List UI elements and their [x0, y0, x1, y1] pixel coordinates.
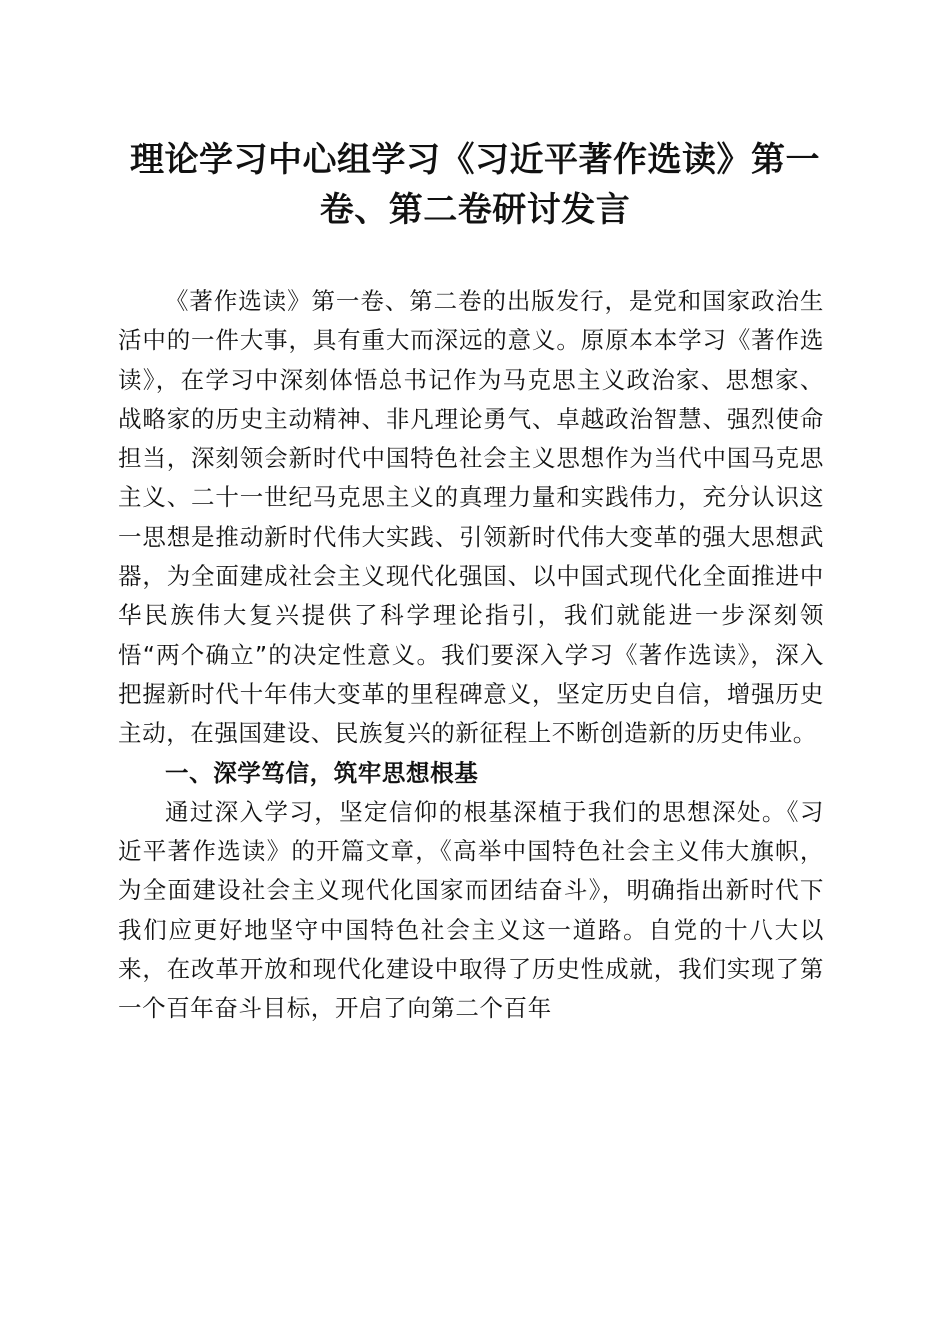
document-title: [110, 135, 840, 235]
title-line-1: 理论学习中心组学习《习近平著作选读》第一: [130, 140, 820, 180]
intro-paragraph: 《著作选读》第一卷、第二卷的出版发行，是党和国家政治生活中的一件大事，具有重大而深远的意义。原原本本学习《著作选读》，在学习中深刻体悟总书记作为马克思主义政治家、思想家、战略家的历史主动精神、非凡理论勇气、卓越政治智慧、强烈使命担当，深刻领会新时代中国特色社会主义思想作为当代中国马克思主义、二十一世纪马克思主义的真理力量和实践伟力，充分认识这一思想是推动新时代伟大实践、引领新时代伟大变革的强大思想武器，为全面建成社会主义现代化强国、以中国式现代化全面推进中华民族伟大复兴提供了科学理论指引，我们就能进一步深刻领悟“两个确立”的决定性意义。我们要深入学习《著作选读》，深入把握新时代十年伟大变革的里程碑意义，坚定历史自信，增强历史主动，在强国建设、民族复兴的新征程上不断创造新的历史伟业。: [118, 287, 824, 748]
document-body: [118, 282, 824, 1029]
section-heading-1: 一、深学笃信，筑牢思想根基: [165, 758, 479, 787]
section-1-paragraph: 通过深入学习，坚定信仰的根基深植于我们的思想深处。《习近平著作选读》的开篇文章，《高举中国特色社会主义伟大旗帜，为全面建设社会主义现代化国家而团结奋斗》，明确指出新时代下我们应更好地坚守中国特色社会主义这一道路。自党的十八大以来，在改革开放和现代化建设中取得了历史性成就，我们实现了第一个百年奋斗目标，开启了向第二个百年: [118, 797, 824, 1023]
title-line-2: 卷、第二卷研讨发言: [319, 190, 631, 230]
